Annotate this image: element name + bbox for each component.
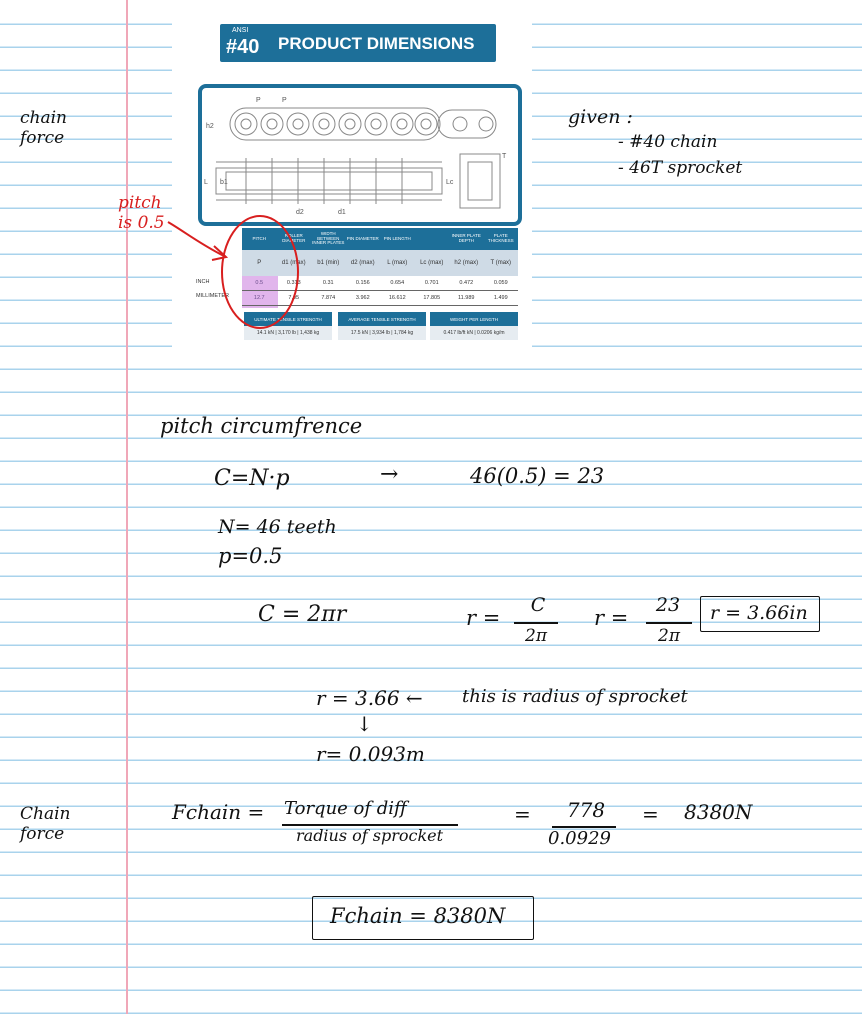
row-label-millimeter: MILLIMETER <box>196 293 230 299</box>
radius-label: r = <box>466 606 501 630</box>
footer-value: 17.5 kN | 3,934 lb | 1,784 kg <box>338 326 426 340</box>
dim-label-l: L <box>204 179 208 186</box>
table-symbol-cell: d2 (max) <box>350 259 375 266</box>
table-header-cell: ROLLER DIAMETER <box>282 233 306 243</box>
table-header-cell: PITCH <box>252 235 266 241</box>
radius-line: r = 3.66 ← <box>316 686 423 710</box>
radius-fraction-numerator: C <box>530 594 546 616</box>
footer-heading: WEIGHT PER LENGTH <box>430 312 518 326</box>
table-symbol-cell: h2 (max) <box>454 259 479 266</box>
footer-value: 0.417 lb/ft kN | 0.0206 kg/m <box>430 326 518 340</box>
fchain-denominator: radius of sprocket <box>296 826 444 845</box>
table-cell: 1.499 <box>493 294 508 301</box>
radius-value: 0.0929 <box>548 828 611 849</box>
dim-label-t: T <box>502 153 507 160</box>
table-symbol-cell: P <box>257 259 262 266</box>
eq-circumference-value: 46(0.5) = 23 <box>470 464 605 488</box>
footer-heading: ULTIMATE TENSILE STRENGTH <box>244 312 332 326</box>
fchain-label: Fchain = <box>172 800 265 824</box>
eq-circumference: C=N·p <box>214 466 290 491</box>
dim-label-p2: P <box>282 97 287 104</box>
table-cell: 12.7 <box>253 294 265 301</box>
table-symbol-cell: b1 (min) <box>317 259 340 266</box>
footer-value: 14.1 kN | 3,170 lb | 1,438 kg <box>244 326 332 340</box>
dim-label-d1: d1 <box>338 209 346 216</box>
badge-title: PRODUCT DIMENSIONS <box>278 34 475 53</box>
radius-comment: this is radius of sprocket <box>462 686 688 707</box>
eq-arrow: → <box>380 462 399 487</box>
table-header-cell: PIN DIAMETER <box>346 235 379 241</box>
table-cell: 0.472 <box>459 279 474 286</box>
dim-label-h2: h2 <box>206 123 214 130</box>
table-header-cell: WIDTH BETWEEN INNER PLATES <box>312 230 345 246</box>
margin-chain-force-top: chain force <box>20 108 67 149</box>
table-header-cell: PLATE THICKNESS <box>487 233 514 243</box>
fchain-result: 8380N <box>684 800 753 824</box>
radius-sub-numerator: 23 <box>655 594 681 616</box>
table-cell: 0.5 <box>255 279 264 286</box>
table-cell: 0.31 <box>322 279 334 286</box>
table-cell: 3.962 <box>355 294 370 301</box>
table-symbol-cell: T (max) <box>490 259 512 266</box>
row-label-inch: INCH <box>196 279 210 285</box>
radius-result: r = 3.66in <box>710 602 808 624</box>
table-cell: 11.989 <box>458 294 475 301</box>
dim-label-lc: Lc <box>446 179 454 186</box>
radius-fraction-denominator: 2π <box>525 626 547 646</box>
radius-sub-bar <box>646 622 692 624</box>
eq-sign-2: = <box>642 802 659 826</box>
table-header-cell: INNER PLATE DEPTH <box>451 233 481 243</box>
given-title: given : <box>568 106 633 128</box>
annotation-pitch: pitch is 0.5 <box>118 193 165 233</box>
margin-chain-force-bottom: Chain force <box>20 804 71 845</box>
table-symbol-cell: L (max) <box>387 259 408 266</box>
table-symbol-cell: Lc (max) <box>420 259 444 266</box>
teeth-definition: N= 46 teeth <box>218 516 337 538</box>
table-symbol-cell: d1 (max) <box>281 259 306 266</box>
dim-label-b1: b1 <box>220 179 228 186</box>
eq-sign-1: = <box>514 802 531 826</box>
pitch-circumference-heading: pitch circumfrence <box>160 414 363 438</box>
table-cell: 0.654 <box>390 279 405 286</box>
final-answer: Fchain = 8380N <box>330 904 506 928</box>
fchain-numerator: Torque of diff <box>284 798 407 819</box>
table-cell: 0.059 <box>493 279 508 286</box>
radius-sub-denominator: 2π <box>658 626 680 646</box>
table-cell: 0.313 <box>286 279 301 286</box>
table-cell: 7.874 <box>321 294 336 301</box>
table-cell: 0.156 <box>355 279 370 286</box>
table-cell: 17.805 <box>423 294 441 301</box>
given-item-sprocket: - 46T sprocket <box>618 158 743 178</box>
radius-sub-label: r = <box>594 606 629 630</box>
torque-value: 778 <box>566 798 606 822</box>
eq-two-pi-r: C = 2πr <box>258 602 347 627</box>
given-item-chain: - #40 chain <box>618 132 718 152</box>
badge-number: #40 <box>226 36 260 58</box>
dim-label-d2: d2 <box>296 209 304 216</box>
badge-ansi: ANSI <box>232 27 249 34</box>
radius-meters: r= 0.093m <box>316 742 425 766</box>
radius-fraction-bar <box>514 622 558 624</box>
table-cell: 0.701 <box>424 279 439 286</box>
table-cell: 7.95 <box>288 294 300 301</box>
footer-heading: AVERAGE TENSILE STRENGTH <box>338 312 426 326</box>
pitch-circle <box>222 216 298 328</box>
pitch-definition: p=0.5 <box>218 544 283 568</box>
pitch-arrow <box>168 222 224 256</box>
down-arrow: ↓ <box>356 712 373 736</box>
dim-label-p1: P <box>256 97 261 104</box>
table-header-cell: PIN LENGTH <box>383 235 411 241</box>
table-cell: 16.612 <box>388 294 406 301</box>
